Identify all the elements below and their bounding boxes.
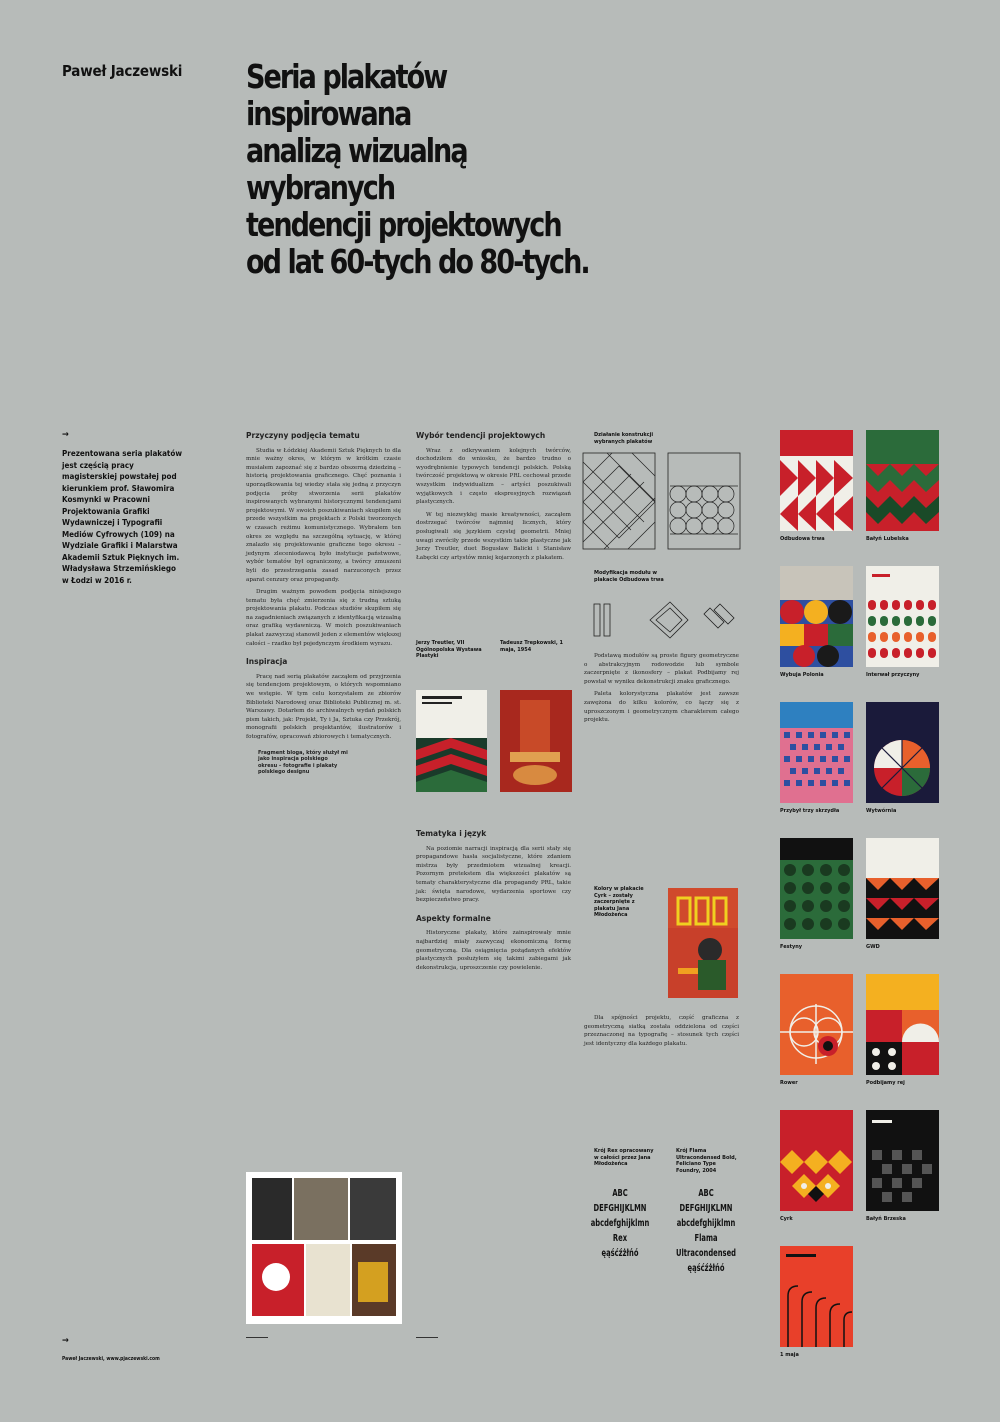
poster-art: [780, 1246, 853, 1347]
specimen-line: abcdefghijklmn: [590, 1218, 650, 1229]
arrow-icon: →: [62, 430, 69, 440]
paragraph: Drugim ważnym powodem podjęcia niniejszego tematu była chęć zmierzenia się z trudną sztuką projektowania plakatu. Podczas studiów skupiłem się na zagadnieniach związanych z identyfikacją wizualną oraz grafiką wydawniczą. W moich poszukiwaniach plakat zazwyczaj stanowił jeden z elementów większej całości – rzadko był pojedynczym środkiem wyrazu.: [246, 589, 401, 647]
poster-art: [780, 1110, 853, 1211]
specimen-line: abcdefghijklmn: [676, 1218, 736, 1229]
note-flama: Krój Flama Ultracondensed Bold, Feliciano Type Foundry, 2004: [676, 1148, 737, 1174]
construction-diagrams: [582, 452, 742, 552]
poster-odbudowa[interactable]: [780, 430, 853, 531]
poster-art: [866, 430, 939, 531]
note-module: Modyfikacja modułu w plakacie Odbudowa trwa: [594, 570, 664, 583]
heading-inspiration: Inspiracja: [246, 657, 288, 667]
intro-text: Prezentowana seria plakatów jest częścią pracy magisterskiej powstałej pod kierunkiem prof. Sławomira Kosmynki w Pracowni Projektowania Grafiki Wydawniczej i Typografii Mediów Cyfrowych (109) na Wydziale Grafiki i Malarstwa Akademii Sztuk Pięknych im. Władysława Strzemińskiego w Łodzi w 2016 r.: [62, 449, 182, 585]
poster-art: [866, 1110, 939, 1211]
column-3: [584, 652, 739, 729]
paragraph: Pracę nad serią plakatów zacząłem od przyjrzenia się tendencjom projektowym, o których wspomniano we wstępie. W tym celu korzystałem ze zbiorów Biblioteki Narodowej oraz Biblioteki Publicznej m. st. Warszawy. Dotarłem do archiwalnych wydań polskich pism takich, jak: Projekt, Ty i Ja, Sztuka czy Przekrój, monografii polskich projektantów, ilustratorów i fotografów, opracowań zbiorowych i tematycznych.: [246, 673, 401, 740]
poster-label: Wytwórnia: [866, 808, 897, 814]
footer-contact[interactable]: Paweł Jaczewski, www.pjaczewski.com: [62, 1356, 160, 1362]
poster-wybuja-polonia[interactable]: [780, 566, 853, 667]
poster-balyn-lubelska[interactable]: [866, 430, 939, 531]
poster-art: [780, 566, 853, 667]
specimen-line: ęąśćźżłńó: [687, 1263, 725, 1274]
poster-balyn-brzeska[interactable]: [866, 1110, 939, 1211]
poster-label: Bałyń Brzeska: [866, 1216, 906, 1222]
poster-label: Rower: [780, 1080, 798, 1086]
author-name: Paweł Jaczewski: [62, 62, 183, 80]
blog-collage-image: [246, 1172, 402, 1324]
specimen-line: Rex: [612, 1233, 628, 1244]
specimen-line: ABC: [698, 1188, 714, 1199]
poster-rower[interactable]: [780, 974, 853, 1075]
poster-label: Odbudowa trwa: [780, 536, 825, 542]
note-rex: Krój Rex opracowany w całości przez Jana Młodożeńca: [594, 1148, 654, 1167]
poster-label: Festyny: [780, 944, 803, 950]
font-specimen-rex: [590, 1186, 650, 1261]
paragraph: Dla spójności projektu, część graficzna z geometryczną siatką została oddzielona od części przeznaczonej na typografię – stosunek tych części jest identyczny dla każdego plakatu.: [584, 1015, 739, 1047]
module-diagram: [592, 598, 742, 642]
poster-label: Przybył trzy skrzydła: [780, 808, 840, 814]
note-treutler: Jerzy Treutler, VII Ogólnopolska Wystawa Plastyki: [416, 640, 482, 659]
title-line-1: Seria plakatów inspirowana: [246, 57, 447, 133]
heading-theme: Tematyka i język: [416, 829, 487, 838]
poster-label: Podbijamy rej: [866, 1080, 905, 1086]
footnote-rule: [416, 1337, 438, 1338]
note-trepkowski: Tadeusz Trepkowski, 1 maja, 1954: [500, 640, 563, 653]
heading-selection: Wybór tendencji projektowych: [416, 431, 546, 440]
poster-label: GWD: [866, 944, 880, 950]
heading-formal: Aspekty formalne: [416, 913, 491, 923]
column-2-lower: [416, 830, 571, 976]
specimen-line: ABC: [612, 1188, 628, 1199]
poster-label: Interwał przyczyny: [866, 672, 920, 678]
column-1: [246, 432, 401, 776]
poster-wytwornia[interactable]: [866, 702, 939, 803]
specimen-line: DEFGHIJKLMN: [679, 1203, 733, 1214]
poster-cyrk[interactable]: [780, 1110, 853, 1211]
historic-poster-trepkowski: [500, 690, 572, 792]
paragraph: Studia w Łódzkiej Akademii Sztuk Pięknych to dla mnie ważny okres, w którym w krótkim czasie musiałem zapoznać się z bardzo obszerną dziedziną – historią projektowania graficznego. Chęć poznania i uporządkowania tej wiedzy stała się jedną z przyczyn podjęcia próby stworzenia serii plakatów inspirowanych wybranymi historycznymi tendencjami projektowymi. W swoich poszukiwaniach skupiłem się przede wszystkim na projektach z Polski tworzonych w czasach reżimu komunistycznego. Wybrałem ten okres ze względu na szczególną sytuację, w której znalazło się projektowanie graficzne tego okresu – jedynym zleceniodawcą było instytucje państwowe, wybór tematów był ograniczony, a twórcy zmuszeni byli do przestrzegania zasad narzuconych przez aparat cenzury oraz propagandy.: [246, 447, 401, 583]
poster-1-maja[interactable]: [780, 1246, 853, 1347]
poster-art: [866, 838, 939, 939]
poster-art: [780, 974, 853, 1075]
paragraph: Wraz z odkrywaniem kolejnych twórców, dochodziłem do wniosku, że bardzo trudno o wyodrębnienie typowych tendencji polskich. Polską twórczość projektową w okresie PRL cechował przede wszystkim indywidualizm – artyści poszukiwali wyjątkowych i często ekspresyjnych rozwiązań plastycznych.: [416, 447, 571, 506]
poster-art: [780, 838, 853, 939]
poster-label: 1 maja: [780, 1352, 799, 1358]
note-blog: Fragment bloga, który służył mi jako inspiracja polskiego okresu – fotografie i plakaty polskiego designu: [258, 749, 348, 776]
page-title: [246, 58, 590, 280]
paragraph: Historyczne plakaty, które zainspirowały mnie najbardziej miały zazwyczaj ekonomiczną formę geometryczną. Dla osiągnięcia pożądanych efektów plastycznych posłużyłem się takimi zabiegami jak dekonstrukcja, uproszczenie czy powielenie.: [416, 930, 571, 971]
title-line-2: analizą wizualną wybranych: [246, 131, 467, 207]
trepkowski-svg: [500, 690, 572, 792]
paragraph: Na poziomie narracji inspiracją dla serii stały się propagandowe hasła socjalistyczne, które zdaniem mistrza były przedmiotem wizualnej kreacji. Pozornym pretekstem dla większości plakatów są tematy charakterystyczne dla propagandy PRL, takie jak: święta narodowe, wydarzenia sportowe czy bezpieczeństwo pracy.: [416, 845, 571, 904]
heading-reasons: Przyczyny podjęcia tematu: [246, 431, 360, 440]
poster-art: [866, 974, 939, 1075]
treutler-svg: [416, 690, 487, 792]
poster-festyny[interactable]: [780, 838, 853, 939]
specimen-line: DEFGHIJKLMN: [593, 1203, 647, 1214]
historic-poster-treutler: [416, 690, 487, 792]
title-line-3: tendencji projektowych: [246, 205, 561, 244]
historic-poster-cyrk: [668, 888, 738, 998]
specimen-line: ęąśćźżłńó: [601, 1248, 639, 1259]
poster-label: Cyrk: [780, 1216, 793, 1222]
paragraph: Paleta kolorystyczna plakatów jest zawsze zawężona do kilku kolorów, co łączy się z uproszczonym i geometrycznym charakterem całego projektu.: [584, 691, 739, 724]
poster-interwal[interactable]: [866, 566, 939, 667]
poster-art: [866, 566, 939, 667]
poster-gwd[interactable]: [866, 838, 939, 939]
poster-art: [780, 702, 853, 803]
note-colors: Kolory w plakacie Cyrk – zostały zaczerpnięte z plakatu Jana Młodożeńca: [594, 886, 644, 918]
poster-przybyl[interactable]: [780, 702, 853, 803]
poster-art: [866, 702, 939, 803]
poster-podbijamy[interactable]: [866, 974, 939, 1075]
specimen-line: Flama Ultracondensed: [676, 1233, 736, 1259]
poster-label: Bałyń Lubelska: [866, 536, 909, 542]
cyrk-svg: [668, 888, 738, 998]
poster-art: [780, 430, 853, 531]
footnote-rule: [246, 1337, 268, 1338]
note-construction: Działanie konstrukcji wybranych plakatów: [594, 432, 654, 445]
title-line-4: od lat 60-tych do 80-tych.: [246, 242, 589, 281]
collage-svg: [246, 1172, 402, 1324]
poster-label: Wybuja Polonia: [780, 672, 824, 678]
column-3-lower: [584, 1014, 739, 1052]
arrow-icon: →: [62, 1336, 69, 1346]
column-2: [416, 432, 571, 566]
paragraph: W tej niezwykłej masie kreatywności, zacząłem dostrzegać twórców najmniej licznych, który posługiwali się językiem czystej geometrii. Mniej uwagi zwróciły przede wszystkim takie plastyczne jak Jerzy Treutler, duet Bogusław Balicki i Stanisław Łabęcki czy artystów mniej kojarzonych z plakatem.: [416, 511, 571, 561]
paragraph: Podstawą modułów są proste figury geometryczne o abstrakcyjnym rodowodzie lub symbole zaczerpnięte z ikonosfery – plakat Podbijamy rej powstał w wyniku dekonstrukcji znaku graficznego.: [584, 653, 739, 685]
font-specimen-flama: [675, 1186, 738, 1276]
